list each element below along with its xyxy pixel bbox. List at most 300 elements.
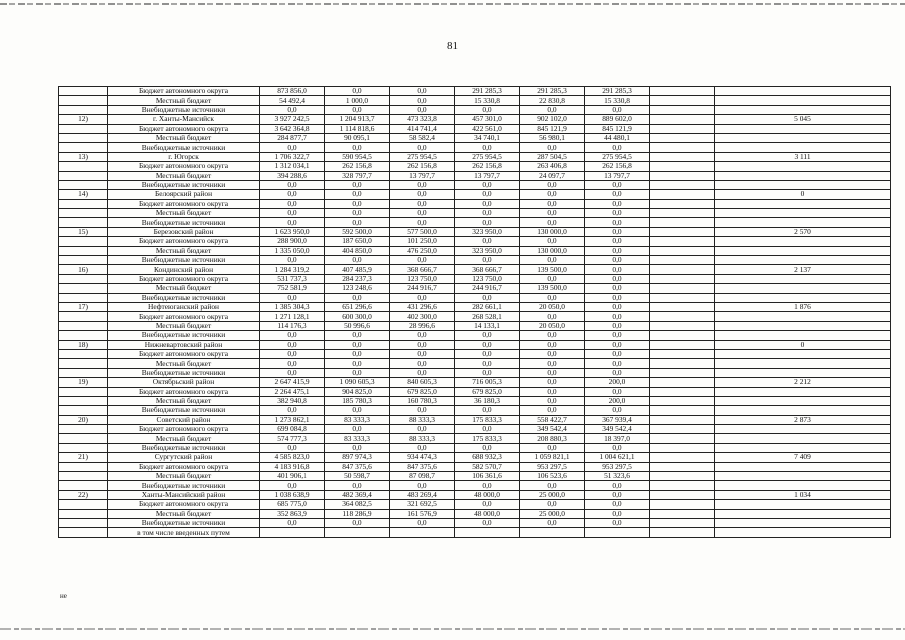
value-cell: 83 333,3 <box>325 415 390 424</box>
row-label-cell: Внебюджетные источники <box>108 180 260 189</box>
value-cell: 582 570,7 <box>455 462 520 471</box>
value-cell: 2 137 <box>715 265 891 274</box>
row-number-cell: 18) <box>59 340 108 349</box>
value-cell: 0,0 <box>325 359 390 368</box>
value-cell <box>390 528 455 537</box>
value-cell: 2 212 <box>715 378 891 387</box>
value-cell <box>715 528 891 537</box>
value-cell <box>650 462 715 471</box>
value-cell <box>260 528 325 537</box>
value-cell <box>715 462 891 471</box>
value-cell: 404 850,0 <box>325 246 390 255</box>
value-cell: 101 250,0 <box>390 237 455 246</box>
value-cell: 0,0 <box>260 331 325 340</box>
value-cell: 1 273 862,1 <box>260 415 325 424</box>
value-cell <box>650 246 715 255</box>
row-number-cell <box>59 284 108 293</box>
value-cell: 577 500,0 <box>390 227 455 236</box>
value-cell <box>455 528 520 537</box>
value-cell <box>650 453 715 462</box>
value-cell: 0,0 <box>325 143 390 152</box>
row-label-cell: Октябрьский район <box>108 378 260 387</box>
value-cell <box>715 96 891 105</box>
value-cell: 531 737,3 <box>260 274 325 283</box>
value-cell <box>715 143 891 152</box>
value-cell: 0,0 <box>390 96 455 105</box>
row-label-cell: г. Ханты-Мансийск <box>108 115 260 124</box>
value-cell: 123 750,0 <box>455 274 520 283</box>
value-cell: 349 542,4 <box>585 425 650 434</box>
value-cell <box>650 218 715 227</box>
value-cell: 88 333,3 <box>390 434 455 443</box>
value-cell: 0,0 <box>390 481 455 490</box>
value-cell: 364 082,5 <box>325 500 390 509</box>
data-table <box>58 86 891 538</box>
value-cell <box>650 509 715 518</box>
table-row <box>59 462 891 471</box>
value-cell <box>715 349 891 358</box>
value-cell: 0,0 <box>520 180 585 189</box>
value-cell <box>715 359 891 368</box>
value-cell: 287 504,5 <box>520 152 585 161</box>
value-cell <box>650 500 715 509</box>
value-cell: 0 <box>715 340 891 349</box>
value-cell: 0,0 <box>390 331 455 340</box>
value-cell: 175 833,3 <box>455 434 520 443</box>
value-cell: 275 954,5 <box>390 152 455 161</box>
value-cell: 0,0 <box>325 190 390 199</box>
value-cell: 889 602,0 <box>585 115 650 124</box>
row-label-cell: Внебюджетные источники <box>108 368 260 377</box>
value-cell: 394 288,6 <box>260 171 325 180</box>
value-cell: 4 585 823,0 <box>260 453 325 462</box>
value-cell: 847 375,6 <box>325 462 390 471</box>
value-cell: 752 581,9 <box>260 284 325 293</box>
value-cell <box>650 528 715 537</box>
value-cell: 904 825,0 <box>325 387 390 396</box>
value-cell <box>650 481 715 490</box>
value-cell: 0,0 <box>260 180 325 189</box>
value-cell: 1 335 050,0 <box>260 246 325 255</box>
row-label-cell: Бюджет автономного округа <box>108 124 260 133</box>
value-cell: 28 996,6 <box>390 321 455 330</box>
value-cell: 0,0 <box>260 143 325 152</box>
value-cell: 130 000,0 <box>520 227 585 236</box>
value-cell <box>715 434 891 443</box>
row-number-cell <box>59 209 108 218</box>
row-label-cell: Внебюджетные источники <box>108 518 260 527</box>
value-cell: 0,0 <box>520 209 585 218</box>
value-cell: 4 183 916,8 <box>260 462 325 471</box>
value-cell: 1 059 821,1 <box>520 453 585 462</box>
row-number-cell <box>59 171 108 180</box>
value-cell <box>715 509 891 518</box>
row-label-cell: Бюджет автономного округа <box>108 237 260 246</box>
row-number-cell <box>59 321 108 330</box>
value-cell: 288 900,0 <box>260 237 325 246</box>
value-cell: 54 492,4 <box>260 96 325 105</box>
value-cell <box>650 256 715 265</box>
value-cell: 88 333,3 <box>390 415 455 424</box>
value-cell: 0,0 <box>390 143 455 152</box>
row-label-cell: Местный бюджет <box>108 246 260 255</box>
row-label-cell: Внебюджетные источники <box>108 481 260 490</box>
value-cell: 0,0 <box>585 481 650 490</box>
value-cell: 0,0 <box>455 359 520 368</box>
row-label-cell: Местный бюджет <box>108 284 260 293</box>
value-cell: 160 780,3 <box>390 396 455 405</box>
value-cell <box>715 218 891 227</box>
value-cell: 139 500,0 <box>520 284 585 293</box>
value-cell <box>715 237 891 246</box>
row-label-cell: Местный бюджет <box>108 396 260 405</box>
value-cell: 0,0 <box>520 368 585 377</box>
row-number-cell: 19) <box>59 378 108 387</box>
value-cell: 208 880,3 <box>520 434 585 443</box>
value-cell: 0,0 <box>455 180 520 189</box>
table-row <box>59 246 891 255</box>
value-cell <box>650 396 715 405</box>
row-label-cell: Сургутский район <box>108 453 260 462</box>
row-number-cell <box>59 434 108 443</box>
value-cell: 0,0 <box>520 443 585 452</box>
row-label-cell: Местный бюджет <box>108 509 260 518</box>
value-cell: 106 523,6 <box>520 472 585 481</box>
row-label-cell: Бюджет автономного округа <box>108 425 260 434</box>
table-row <box>59 162 891 171</box>
value-cell: 0,0 <box>325 218 390 227</box>
value-cell: 185 780,3 <box>325 396 390 405</box>
value-cell: 0,0 <box>260 340 325 349</box>
value-cell: 401 906,1 <box>260 472 325 481</box>
value-cell <box>650 274 715 283</box>
value-cell: 1 876 <box>715 302 891 311</box>
value-cell: 0,0 <box>520 293 585 302</box>
value-cell <box>520 528 585 537</box>
value-cell: 0,0 <box>455 105 520 114</box>
value-cell: 0,0 <box>585 490 650 499</box>
value-cell: 0,0 <box>585 199 650 208</box>
value-cell: 0,0 <box>325 209 390 218</box>
value-cell <box>715 518 891 527</box>
value-cell <box>715 368 891 377</box>
value-cell: 291 285,3 <box>455 87 520 96</box>
value-cell: 431 296,6 <box>390 302 455 311</box>
value-cell <box>650 190 715 199</box>
value-cell: 7 409 <box>715 453 891 462</box>
value-cell: 0,0 <box>455 500 520 509</box>
table-row <box>59 359 891 368</box>
table-row <box>59 237 891 246</box>
value-cell: 934 474,3 <box>390 453 455 462</box>
value-cell <box>650 143 715 152</box>
row-number-cell <box>59 406 108 415</box>
row-label-cell: Местный бюджет <box>108 96 260 105</box>
value-cell <box>715 87 891 96</box>
value-cell: 275 954,5 <box>585 152 650 161</box>
row-number-cell <box>59 368 108 377</box>
value-cell: 200,0 <box>585 378 650 387</box>
row-number-cell <box>59 443 108 452</box>
table-row <box>59 415 891 424</box>
row-number-cell <box>59 87 108 96</box>
value-cell <box>715 180 891 189</box>
value-cell <box>650 162 715 171</box>
value-cell: 0,0 <box>325 518 390 527</box>
value-cell <box>715 425 891 434</box>
table-row <box>59 518 891 527</box>
value-cell: 1 114 818,6 <box>325 124 390 133</box>
table-row <box>59 481 891 490</box>
value-cell: 0,0 <box>585 509 650 518</box>
value-cell: 688 932,3 <box>455 453 520 462</box>
value-cell: 25 000,0 <box>520 490 585 499</box>
value-cell <box>715 246 891 255</box>
value-cell: 0,0 <box>260 190 325 199</box>
value-cell: 0,0 <box>585 265 650 274</box>
row-number-cell <box>59 518 108 527</box>
value-cell: 244 916,7 <box>390 284 455 293</box>
row-number-cell <box>59 312 108 321</box>
row-label-cell: Местный бюджет <box>108 472 260 481</box>
value-cell: 0,0 <box>260 293 325 302</box>
row-number-cell: 22) <box>59 490 108 499</box>
value-cell: 20 050,0 <box>520 302 585 311</box>
value-cell <box>715 124 891 133</box>
value-cell <box>715 396 891 405</box>
value-cell: 0,0 <box>325 368 390 377</box>
table-row <box>59 490 891 499</box>
value-cell <box>650 209 715 218</box>
value-cell: 282 661,1 <box>455 302 520 311</box>
value-cell <box>650 124 715 133</box>
value-cell: 1 271 128,1 <box>260 312 325 321</box>
row-label-cell: г. Югорск <box>108 152 260 161</box>
table-row <box>59 218 891 227</box>
row-label-cell: Бюджет автономного округа <box>108 500 260 509</box>
table-row <box>59 500 891 509</box>
row-label-cell: Местный бюджет <box>108 171 260 180</box>
value-cell: 0,0 <box>520 481 585 490</box>
table-row <box>59 274 891 283</box>
value-cell: 0,0 <box>455 518 520 527</box>
value-cell <box>650 359 715 368</box>
row-label-cell: Местный бюджет <box>108 209 260 218</box>
value-cell: 284 237,3 <box>325 274 390 283</box>
value-cell: 368 666,7 <box>390 265 455 274</box>
value-cell: 2 264 475,1 <box>260 387 325 396</box>
row-label-cell: Внебюджетные источники <box>108 331 260 340</box>
value-cell: 558 422,7 <box>520 415 585 424</box>
value-cell: 407 485,9 <box>325 265 390 274</box>
value-cell <box>715 387 891 396</box>
value-cell: 0,0 <box>455 293 520 302</box>
value-cell: 2 647 415,9 <box>260 378 325 387</box>
table-row <box>59 265 891 274</box>
value-cell: 897 974,3 <box>325 453 390 462</box>
table-row <box>59 378 891 387</box>
value-cell: 0,0 <box>325 406 390 415</box>
value-cell: 0,0 <box>585 443 650 452</box>
row-label-cell: Внебюджетные источники <box>108 406 260 415</box>
value-cell: 1 204 913,7 <box>325 115 390 124</box>
row-label-cell: Ханты-Мансийский район <box>108 490 260 499</box>
row-number-cell: 16) <box>59 265 108 274</box>
value-cell: 0,0 <box>325 87 390 96</box>
value-cell: 0,0 <box>260 256 325 265</box>
value-cell: 323 950,0 <box>455 227 520 236</box>
value-cell: 0,0 <box>325 443 390 452</box>
value-cell: 2 570 <box>715 227 891 236</box>
row-number-cell <box>59 124 108 133</box>
value-cell: 262 156,8 <box>325 162 390 171</box>
value-cell: 840 605,3 <box>390 378 455 387</box>
value-cell: 590 954,5 <box>325 152 390 161</box>
value-cell: 0,0 <box>325 293 390 302</box>
row-label-cell: Бюджет автономного округа <box>108 462 260 471</box>
value-cell: 0,0 <box>520 256 585 265</box>
value-cell: 83 333,3 <box>325 434 390 443</box>
value-cell: 0,0 <box>455 199 520 208</box>
value-cell: 262 156,8 <box>390 162 455 171</box>
table-row <box>59 302 891 311</box>
value-cell: 0 <box>715 190 891 199</box>
value-cell: 1 385 304,3 <box>260 302 325 311</box>
value-cell: 14 133,1 <box>455 321 520 330</box>
row-number-cell: 20) <box>59 415 108 424</box>
value-cell: 114 176,3 <box>260 321 325 330</box>
value-cell: 592 500,0 <box>325 227 390 236</box>
row-label-cell: Внебюджетные источники <box>108 218 260 227</box>
value-cell: 0,0 <box>585 209 650 218</box>
value-cell: 161 576,9 <box>390 509 455 518</box>
value-cell: 0,0 <box>520 143 585 152</box>
value-cell: 323 950,0 <box>455 246 520 255</box>
row-number-cell <box>59 396 108 405</box>
value-cell <box>715 472 891 481</box>
value-cell: 48 000,0 <box>455 490 520 499</box>
table-row <box>59 133 891 142</box>
row-label-cell: Местный бюджет <box>108 133 260 142</box>
value-cell: 845 121,9 <box>520 124 585 133</box>
table-row <box>59 425 891 434</box>
value-cell <box>650 490 715 499</box>
value-cell: 0,0 <box>585 340 650 349</box>
value-cell: 0,0 <box>390 340 455 349</box>
value-cell: 58 582,4 <box>390 133 455 142</box>
value-cell <box>650 171 715 180</box>
value-cell: 0,0 <box>585 331 650 340</box>
row-number-cell <box>59 96 108 105</box>
value-cell <box>650 387 715 396</box>
value-cell: 0,0 <box>520 406 585 415</box>
value-cell: 0,0 <box>260 105 325 114</box>
value-cell <box>650 472 715 481</box>
value-cell: 352 863,9 <box>260 509 325 518</box>
value-cell: 2 873 <box>715 415 891 424</box>
value-cell: 953 297,5 <box>585 462 650 471</box>
value-cell: 50 598,7 <box>325 472 390 481</box>
value-cell <box>715 293 891 302</box>
value-cell: 685 775,0 <box>260 500 325 509</box>
row-number-cell <box>59 274 108 283</box>
value-cell <box>650 378 715 387</box>
value-cell: 0,0 <box>455 368 520 377</box>
value-cell: 187 650,0 <box>325 237 390 246</box>
table-row <box>59 331 891 340</box>
row-number-cell <box>59 349 108 358</box>
value-cell: 0,0 <box>260 481 325 490</box>
value-cell: 0,0 <box>455 425 520 434</box>
row-number-cell <box>59 199 108 208</box>
value-cell: 56 980,1 <box>520 133 585 142</box>
value-cell: 422 561,0 <box>455 124 520 133</box>
value-cell: 0,0 <box>390 87 455 96</box>
value-cell <box>650 227 715 236</box>
row-number-cell <box>59 528 108 537</box>
row-label-cell: Бюджет автономного округа <box>108 349 260 358</box>
value-cell: 262 156,8 <box>585 162 650 171</box>
value-cell: 0,0 <box>390 218 455 227</box>
value-cell: 3 642 364,8 <box>260 124 325 133</box>
value-cell <box>650 518 715 527</box>
value-cell: 0,0 <box>325 105 390 114</box>
value-cell <box>715 443 891 452</box>
value-cell: 5 045 <box>715 115 891 124</box>
value-cell: 0,0 <box>520 190 585 199</box>
table-row <box>59 284 891 293</box>
table-row <box>59 180 891 189</box>
table-row <box>59 509 891 518</box>
value-cell: 0,0 <box>585 500 650 509</box>
value-cell: 414 741,4 <box>390 124 455 133</box>
value-cell: 0,0 <box>520 396 585 405</box>
value-cell <box>650 96 715 105</box>
row-label-cell: Внебюджетные источники <box>108 293 260 302</box>
row-label-cell: Бюджет автономного округа <box>108 199 260 208</box>
row-number-cell: 21) <box>59 453 108 462</box>
value-cell <box>715 274 891 283</box>
row-number-cell <box>59 387 108 396</box>
scan-artifact-bottom <box>0 628 905 630</box>
value-cell <box>650 312 715 321</box>
value-cell <box>715 500 891 509</box>
value-cell: 651 296,6 <box>325 302 390 311</box>
row-number-cell <box>59 246 108 255</box>
value-cell: 15 330,8 <box>455 96 520 105</box>
page-number: 81 <box>447 40 458 52</box>
row-label-cell: Местный бюджет <box>108 321 260 330</box>
value-cell: 368 666,7 <box>455 265 520 274</box>
value-cell: 953 297,5 <box>520 462 585 471</box>
value-cell: 1 000,0 <box>325 96 390 105</box>
value-cell: 0,0 <box>585 349 650 358</box>
value-cell: 0,0 <box>455 256 520 265</box>
row-label-cell: Бюджет автономного округа <box>108 162 260 171</box>
value-cell <box>650 265 715 274</box>
row-number-cell: 13) <box>59 152 108 161</box>
value-cell: 48 000,0 <box>455 509 520 518</box>
row-number-cell: 17) <box>59 302 108 311</box>
value-cell: 244 916,7 <box>455 284 520 293</box>
value-cell: 0,0 <box>390 180 455 189</box>
row-number-cell <box>59 509 108 518</box>
table-row <box>59 115 891 124</box>
value-cell: 22 830,8 <box>520 96 585 105</box>
row-number-cell <box>59 218 108 227</box>
row-label-cell: Березовский район <box>108 227 260 236</box>
value-cell <box>715 171 891 180</box>
